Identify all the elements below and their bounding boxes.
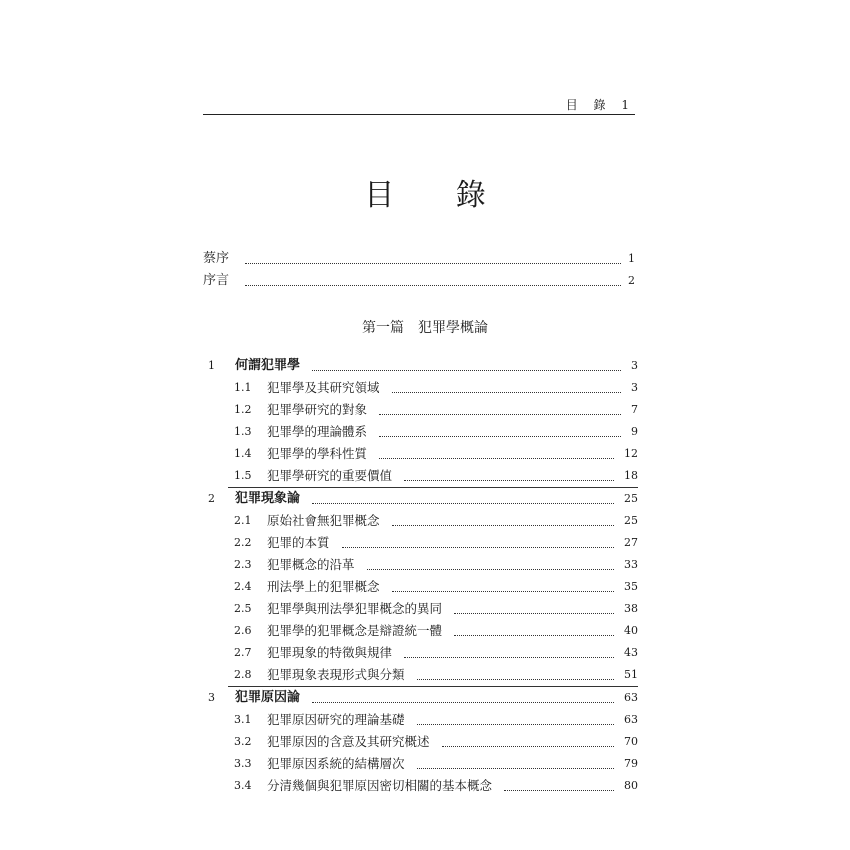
leader-dots [379, 414, 621, 415]
leader-dots [245, 285, 621, 286]
front-matter-page: 2 [628, 274, 635, 287]
toc-section-entry[interactable] [208, 775, 638, 797]
table-of-contents [208, 355, 638, 797]
section-title: 犯罪學的理論體系 [267, 424, 368, 439]
toc-section-entry[interactable] [208, 753, 638, 775]
leader-dots [417, 724, 614, 725]
toc-section-entry[interactable] [208, 465, 638, 487]
chapter-page: 63 [624, 691, 638, 704]
toc-section-entry[interactable] [208, 421, 638, 443]
section-page: 3 [631, 381, 638, 394]
section-title: 犯罪學研究的重要價值 [267, 468, 393, 483]
chapter-title: 何謂犯罪學 [235, 358, 301, 373]
front-matter-label: 序言 [203, 273, 230, 288]
section-page: 9 [631, 425, 638, 438]
chapter-number: 2 [208, 492, 215, 505]
section-number: 2.4 [234, 580, 252, 593]
section-number: 1.4 [234, 447, 252, 460]
section-page: 35 [624, 580, 638, 593]
section-page: 51 [624, 668, 638, 681]
section-title: 犯罪原因的含意及其研究概述 [267, 734, 430, 749]
section-page: 40 [624, 624, 638, 637]
section-number: 1.1 [234, 381, 252, 394]
toc-section-entry[interactable] [208, 399, 638, 421]
section-title: 犯罪學研究的對象 [267, 402, 368, 417]
section-title: 犯罪學的學科性質 [267, 446, 368, 461]
section-number: 2.8 [234, 668, 252, 681]
section-page: 12 [624, 447, 638, 460]
toc-section-entry[interactable] [208, 510, 638, 532]
leader-dots [392, 591, 614, 592]
section-page: 33 [624, 558, 638, 571]
toc-chapter-entry[interactable] [208, 687, 638, 709]
section-title: 犯罪現象表現形式與分類 [267, 667, 405, 682]
section-title: 犯罪原因研究的理論基礎 [267, 712, 405, 727]
toc-chapter-entry[interactable] [208, 355, 638, 377]
section-title: 犯罪原因系統的結構層次 [267, 756, 405, 771]
section-number: 2.6 [234, 624, 252, 637]
toc-chapter-entry[interactable] [208, 488, 638, 510]
section-title: 犯罪的本質 [267, 535, 330, 550]
leader-dots [454, 613, 614, 614]
leader-dots [245, 263, 621, 264]
section-page: 70 [624, 735, 638, 748]
section-title: 犯罪學與刑法學犯罪概念的異同 [267, 601, 443, 616]
section-number: 2.1 [234, 514, 252, 527]
chapter-title: 犯罪現象論 [235, 491, 301, 506]
leader-dots [404, 480, 614, 481]
section-number: 1.2 [234, 403, 252, 416]
section-page: 25 [624, 514, 638, 527]
section-title: 犯罪概念的沿革 [267, 557, 355, 572]
section-number: 2.2 [234, 536, 252, 549]
leader-dots [342, 547, 614, 548]
leader-dots [392, 525, 614, 526]
section-page: 27 [624, 536, 638, 549]
leader-dots [404, 657, 614, 658]
front-matter-label: 蔡序 [203, 251, 230, 266]
toc-section-entry[interactable] [208, 532, 638, 554]
section-page: 80 [624, 779, 638, 792]
chapter-number: 3 [208, 691, 215, 704]
section-page: 79 [624, 757, 638, 770]
toc-section-entry[interactable] [208, 642, 638, 664]
section-title: 犯罪現象的特徵與規律 [267, 645, 393, 660]
toc-section-entry[interactable] [208, 443, 638, 465]
toc-section-entry[interactable] [208, 664, 638, 686]
section-title: 刑法學上的犯罪概念 [267, 579, 380, 594]
leader-dots [379, 458, 614, 459]
section-number: 2.7 [234, 646, 252, 659]
leader-dots [392, 392, 621, 393]
front-matter-page: 1 [628, 252, 635, 265]
running-head-text: 目 錄 1 [565, 98, 635, 112]
section-title: 犯罪學及其研究領域 [267, 380, 380, 395]
toc-section-entry[interactable] [208, 709, 638, 731]
section-number: 3.1 [234, 713, 252, 726]
leader-dots [454, 635, 614, 636]
section-number: 3.4 [234, 779, 252, 792]
section-page: 7 [631, 403, 638, 416]
chapter-page: 25 [624, 492, 638, 505]
toc-section-entry[interactable] [208, 598, 638, 620]
section-title: 原始社會無犯罪概念 [267, 513, 380, 528]
section-number: 2.5 [234, 602, 252, 615]
front-matter-item[interactable] [203, 248, 635, 292]
leader-dots [312, 702, 614, 703]
page-title: 目 錄 [364, 178, 512, 213]
section-number: 1.5 [234, 469, 252, 482]
section-page: 38 [624, 602, 638, 615]
leader-dots [367, 569, 614, 570]
section-number: 3.2 [234, 735, 252, 748]
section-page: 18 [624, 469, 638, 482]
chapter-number: 1 [208, 359, 215, 372]
section-number: 3.3 [234, 757, 252, 770]
toc-section-entry[interactable] [208, 377, 638, 399]
toc-section-entry[interactable] [208, 731, 638, 753]
part-heading: 第一篇 犯罪學概論 [362, 320, 488, 336]
section-page: 43 [624, 646, 638, 659]
leader-dots [417, 679, 614, 680]
chapter-page: 3 [631, 359, 638, 372]
running-head [203, 96, 635, 115]
section-title: 犯罪學的犯罪概念是辯證統一體 [267, 623, 443, 638]
section-number: 2.3 [234, 558, 252, 571]
chapter-title: 犯罪原因論 [235, 690, 301, 705]
section-title: 分清幾個與犯罪原因密切相關的基本概念 [267, 778, 493, 793]
toc-section-entry[interactable] [208, 554, 638, 576]
toc-section-entry[interactable] [208, 576, 638, 598]
leader-dots [379, 436, 621, 437]
section-page: 63 [624, 713, 638, 726]
leader-dots [504, 790, 614, 791]
leader-dots [312, 370, 621, 371]
toc-section-entry[interactable] [208, 620, 638, 642]
leader-dots [312, 503, 614, 504]
leader-dots [442, 746, 614, 747]
leader-dots [417, 768, 614, 769]
section-number: 1.3 [234, 425, 252, 438]
